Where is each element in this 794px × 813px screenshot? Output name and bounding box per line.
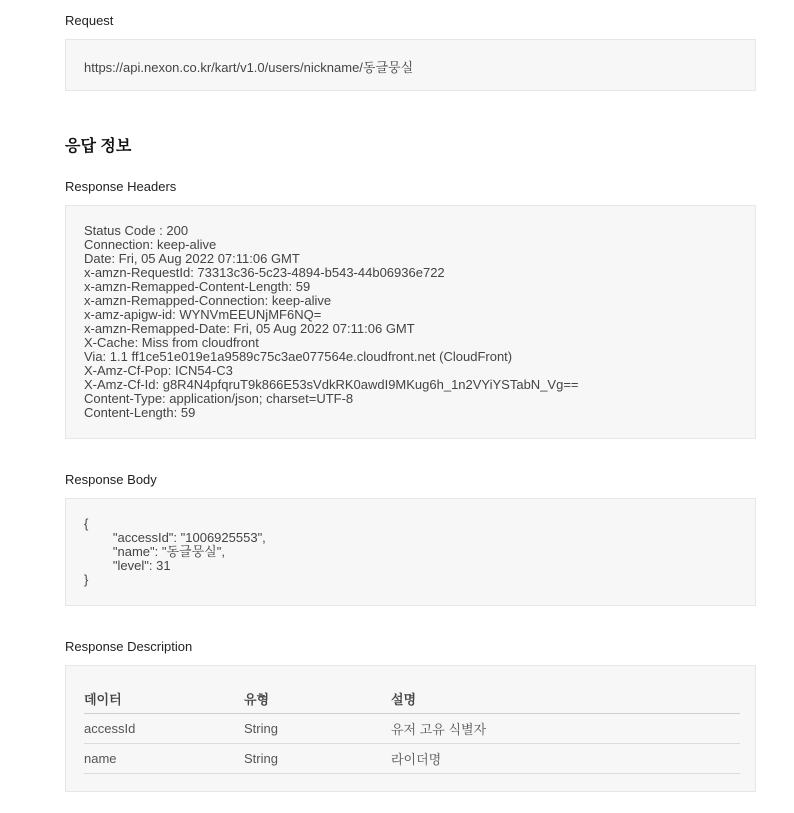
- response-headers-label: Response Headers: [65, 179, 177, 194]
- request-url[interactable]: https://api.nexon.co.kr/kart/v1.0/users/nickname/동글뭉실: [84, 60, 414, 75]
- body-line: {: [84, 516, 89, 531]
- section-title: 응답 정보: [65, 138, 132, 155]
- response-body-label: Response Body: [65, 472, 157, 487]
- cell-description: 유저 고유 식별자: [391, 714, 740, 744]
- header-line: Date: Fri, 05 Aug 2022 07:11:06 GMT: [84, 251, 300, 266]
- response-body-text: [84, 517, 266, 587]
- body-line: }: [84, 572, 89, 587]
- table-row: [84, 714, 740, 744]
- cell-type: String: [244, 744, 391, 774]
- body-line: "level": 31: [84, 558, 171, 573]
- header-line: Content-Type: application/json; charset=UTF-8: [84, 391, 354, 406]
- body-line: "name": "동글뭉실",: [84, 544, 225, 559]
- body-line: "accessId": "1006925553",: [84, 530, 266, 545]
- header-line: Via: 1.1 ff1ce51e019e1a9589c75c3ae077564e.cloudfront.net (CloudFront): [84, 349, 513, 364]
- response-headers-box: [65, 205, 756, 439]
- header-line: x-amzn-Remapped-Date: Fri, 05 Aug 2022 07:11:06 GMT: [84, 321, 415, 336]
- header-line: Status Code : 200: [84, 223, 189, 238]
- table-row: [84, 744, 740, 774]
- header-line: Content-Length: 59: [84, 405, 196, 420]
- description-table: [84, 683, 740, 774]
- column-header-data: 데이터: [84, 683, 244, 714]
- column-header-description: 설명: [391, 683, 740, 714]
- table-header-row: [84, 683, 740, 714]
- cell-field: name: [84, 744, 244, 774]
- column-header-type: 유형: [244, 683, 391, 714]
- header-line: Connection: keep-alive: [84, 237, 217, 252]
- cell-description: 라이더명: [391, 744, 740, 774]
- header-line: x-amzn-RequestId: 73313c36-5c23-4894-b543-44b06936e722: [84, 265, 445, 280]
- request-box: [65, 39, 756, 91]
- header-line: x-amzn-Remapped-Connection: keep-alive: [84, 293, 332, 308]
- response-description-label: Response Description: [65, 639, 193, 654]
- request-label: Request: [65, 13, 114, 28]
- header-line: X-Amz-Cf-Id: g8R4N4pfqruT9k866E53sVdkRK0awdI9MKug6h_1n2VYiYSTabN_Vg==: [84, 377, 579, 392]
- header-line: X-Cache: Miss from cloudfront: [84, 335, 259, 350]
- cell-type: String: [244, 714, 391, 744]
- response-description-box: [65, 665, 756, 792]
- response-body-box: [65, 498, 756, 606]
- response-headers-text: [84, 224, 579, 420]
- header-line: x-amz-apigw-id: WYNVmEEUNjMF6NQ=: [84, 307, 322, 322]
- header-line: x-amzn-Remapped-Content-Length: 59: [84, 279, 311, 294]
- header-line: X-Amz-Cf-Pop: ICN54-C3: [84, 363, 233, 378]
- cell-field: accessId: [84, 714, 244, 744]
